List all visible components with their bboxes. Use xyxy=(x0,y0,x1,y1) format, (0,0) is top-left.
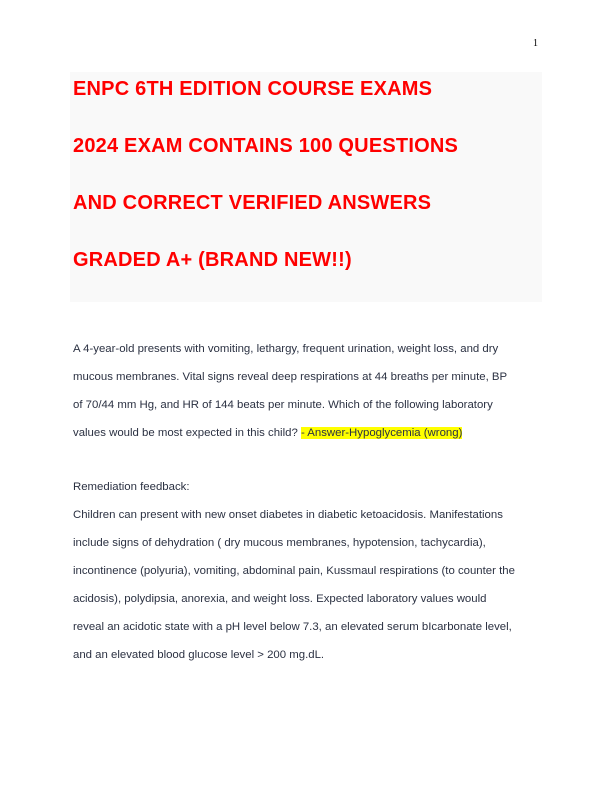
question-line-2: mucous membranes. Vital signs reveal deep respirations at 44 breaths per minute, BP xyxy=(73,371,508,383)
page-number: 1 xyxy=(533,38,538,49)
title-line-1: ENPC 6TH EDITION COURSE EXAMS xyxy=(73,78,433,100)
question-line-1: A 4-year-old presents with vomiting, lethargy, frequent urination, weight loss, and dry xyxy=(73,343,499,355)
answer-highlight: - Answer-Hypoglycemia (wrong) xyxy=(300,427,463,439)
remediation-line-2: include signs of dehydration ( dry mucous membranes, hypotension, tachycardia), xyxy=(73,537,486,549)
title-line-2: 2024 EXAM CONTAINS 100 QUESTIONS xyxy=(73,135,459,157)
title-line-3: AND CORRECT VERIFIED ANSWERS xyxy=(73,192,432,214)
remediation-line-4: acidosis), polydipsia, anorexia, and weight loss. Expected laboratory values would xyxy=(73,593,487,605)
remediation-line-6: and an elevated blood glucose level > 200 mg.dL. xyxy=(73,649,325,661)
remediation-line-3: incontinence (polyuria), vomiting, abdominal pain, Kussmaul respirations (to counter the xyxy=(73,565,515,577)
question-line-4-text: values would be most expected in this child? xyxy=(73,427,301,439)
question-line-4 xyxy=(73,427,462,439)
remediation-line-1: Children can present with new onset diabetes in diabetic ketoacidosis. Manifestations xyxy=(73,509,503,521)
remediation-heading: Remediation feedback: xyxy=(73,481,190,493)
document-title xyxy=(70,72,542,302)
question-line-3: of 70/44 mm Hg, and HR of 144 beats per minute. Which of the following laboratory xyxy=(73,399,493,411)
title-line-4: GRADED A+ (BRAND NEW!!) xyxy=(73,249,352,271)
remediation-line-5: reveal an acidotic state with a pH level below 7.3, an elevated serum bIcarbonate level, xyxy=(73,621,512,633)
